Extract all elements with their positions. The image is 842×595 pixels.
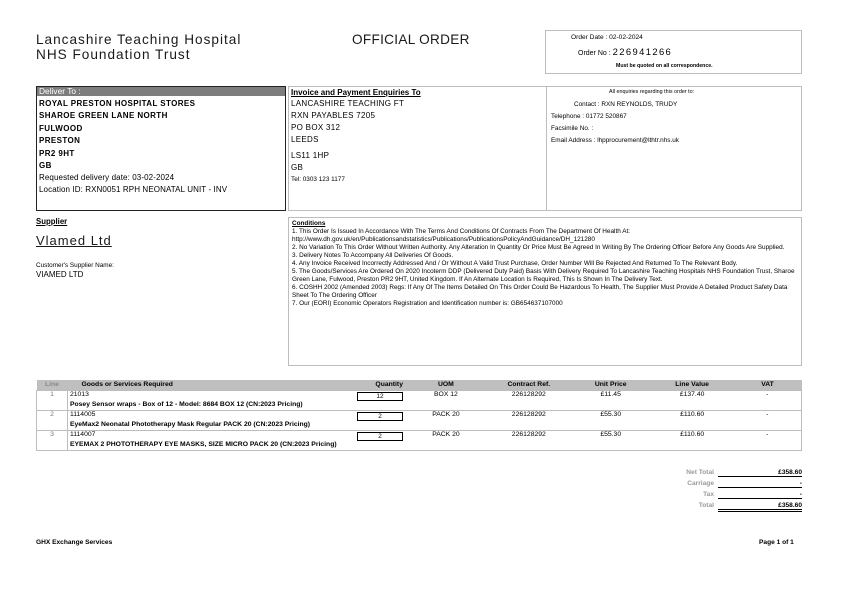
telephone-label: Telephone : [551,113,585,120]
document-title: OFFICIAL ORDER [352,32,470,47]
table-row [37,390,802,401]
fax-row [551,125,593,133]
order-number-value: 226941266 [612,46,673,57]
customer-supplier-name: VIAMED LTD [36,270,84,279]
deliver-line: ROYAL PRESTON HOSPITAL STORES [39,99,196,108]
col-vat-header: VAT [734,380,802,390]
email-value: lhpprocurement@lthtr.nhs.uk [597,137,679,144]
contract-ref: 226128292 [487,430,571,441]
net-total-label: Net Total [686,469,714,476]
condition-item: 2. No Variation To This Order Without Written Authority. Any Alteration In Quantity Or Price Must Be Agreed In Writing By The Ordering Officer Before Any Goods Are Supplied. [292,244,785,251]
invoice-line: LANCASHIRE TEACHING FT [291,99,405,108]
col-unit-price-header: Unit Price [571,380,651,390]
order-info-box [545,30,802,74]
total-value: £358.60 [718,502,802,512]
condition-item: 5. The Goods/Services Are Ordered On 2020 Incoterm DDP (Delivered Duty Paid) Basis With Delivery Required To Lancashire Teaching Hospitals NHS Foundation Trust, Sharoe Green Lane, Fulwood, Preston PR2 9HT, United Kingdom. If An Alternate Location Is Required, This Is Shown In The Delivery Text. [292,268,795,283]
item-description: EYEMAX 2 PHOTOTHERAPY EYE MASKS, SIZE MICRO PACK 20 (CN:2023 Pricing) [67,441,733,450]
supplier-name: Vlamed Ltd [36,233,112,248]
order-number [578,46,672,57]
contract-ref: 226128292 [487,410,571,421]
order-date [571,34,643,41]
col-quantity-header: Quantity [326,380,405,390]
net-total-row [640,468,802,479]
item-code: 21013 [67,390,326,401]
carriage-value: - [718,480,802,488]
deliver-address [37,96,285,196]
condition-item: 3. Delivery Notes To Accompany All Deliveries Of Goods. [292,252,454,259]
hospital-name [36,32,241,63]
email-row [551,137,679,145]
unit-price: £55.30 [571,430,651,441]
telephone-value: 01772 520867 [585,113,627,120]
hospital-name-line2: NHS Foundation Trust [36,47,191,63]
enquiries-note: All enquiries regarding this order to: [609,89,695,95]
unit-price: £11.45 [571,390,651,401]
footer-service: GHX Exchange Services [36,539,113,546]
line-number: 1 [37,390,68,401]
item-code: 1114005 [67,410,326,421]
quantity-value: 2 [357,412,403,421]
table-header-row [37,380,802,390]
requested-delivery-date: Requested delivery date: 03-02-2024 [39,173,175,183]
deliver-line: FULWOOD [39,123,83,133]
item-description: Posey Sensor wraps - Box of 12 - Model: 8684 BOX 12 (CN:2023 Pricing) [69,401,303,409]
vat-value: - [734,390,802,401]
quantity-value: 2 [357,432,403,441]
deliver-line: PRESTON [39,136,81,146]
invoice-tel: Tel: 0303 123 1177 [291,176,345,183]
condition-item: 1. This Order Is Issued In Accordance With The Terms And Conditions Of Contracts From The Department Of Health At: http://www.dh.gov.uk/en/Publicationsandstatistics/Publications/PublicationsPolicyAndGuidance/DH_121280 [292,228,631,243]
tax-row [640,490,802,501]
hospital-name-line1: Lancashire Teaching Hospital [36,32,242,47]
telephone-row [551,113,627,121]
table-row-description [37,421,802,430]
line-value: £110.60 [651,430,734,441]
line-value: £110.60 [651,410,734,421]
vat-value: - [734,410,802,421]
order-date-value: 02-02-2024 [609,34,643,41]
invoice-enquiries-box [288,86,802,211]
col-uom-header: UOM [405,380,487,390]
condition-item: 4. Any Invoice Received Incorrectly Addressed And / Or Without A Valid Trust Purchase, Order Number Will Be Rejected And Returned To The Relevant Body. [292,260,738,267]
table-row-description [37,401,802,410]
tax-label: Tax [703,491,714,498]
total-label: Total [698,502,714,509]
col-goods-header: Goods or Services Required [67,380,326,390]
order-note: Must be quoted on all correspondence. [616,63,713,69]
deliver-to-box [36,86,286,211]
vat-value: - [734,430,802,441]
table-row-description [37,441,802,450]
deliver-line: GB [39,161,52,171]
order-lines-table [36,380,802,451]
order-number-label: Order No : [578,50,611,57]
contact-label: Contact : [574,101,600,108]
email-label: Email Address : [551,137,596,144]
invoice-line: RXN PAYABLES 7205 [291,111,376,120]
item-description: EyeMax2 Neonatal Phototherapy Mask Regular PACK 20 (CN:2023 Pricing) [69,421,311,429]
invoice-address [291,87,541,184]
uom-value: PACK 20 [405,410,487,421]
col-line-header: Line [37,380,68,390]
contact-value: RXN REYNOLDS, TRUDY [601,101,678,108]
uom-value: PACK 20 [405,430,487,441]
order-date-label: Order Date : [571,34,608,41]
invoice-country: GB [291,163,304,172]
condition-item: 7. Our (EORI) Economic Operators Registration and Identification number is: GB654637107000 [292,300,563,307]
uom-value: BOX 12 [405,390,487,401]
unit-price: £55.30 [571,410,651,421]
conditions-title: Conditions [292,220,326,227]
col-line-value-header: Line Value [651,380,734,390]
contract-ref: 226128292 [487,390,571,401]
table-row [37,430,802,441]
item-code: 1114007 [67,430,326,441]
table-row [37,410,802,421]
line-number: 3 [37,430,68,441]
invoice-title: Invoice and Payment Enquiries To [291,88,421,97]
fax-label: Facsimile No. : [551,125,594,132]
enquiries-contact [546,87,801,210]
invoice-line: PO BOX 312 [291,123,341,132]
carriage-label: Carriage [687,480,714,487]
invoice-line: LEEDS [291,135,319,144]
deliver-to-title: Deliver To : [37,87,285,96]
page-number: Page 1 of 1 [759,539,794,546]
line-number: 2 [37,410,68,421]
tax-value: - [718,491,802,499]
supplier-label: Supplier [36,217,68,226]
net-total-value: £358.60 [718,469,802,477]
col-contract-header: Contract Ref. [487,380,571,390]
contact-row [574,101,677,109]
location-id: Location ID: RXN0051 RPH NEONATAL UNIT - INV [39,185,228,195]
carriage-row [640,479,802,490]
deliver-line: PR2 9HT [39,148,75,158]
line-value: £137.40 [651,390,734,401]
customer-supplier-name-label: Customer's Supplier Name: [36,262,114,269]
quantity-value: 12 [357,392,403,401]
total-row [640,501,802,512]
totals-block [640,468,802,512]
condition-item: 6. COSHH 2002 (Amended 2003) Regs: If Any Of The Items Detailed On This Order Could Be Hazardous To Health, The Supplier Must Provide A Detailed Product Safety Data Sheet To The Ordering Officer [292,284,788,299]
conditions-box [288,217,802,366]
deliver-line: SHAROE GREEN LANE NORTH [39,111,168,121]
invoice-postcode: LS11 1HP [291,151,330,160]
